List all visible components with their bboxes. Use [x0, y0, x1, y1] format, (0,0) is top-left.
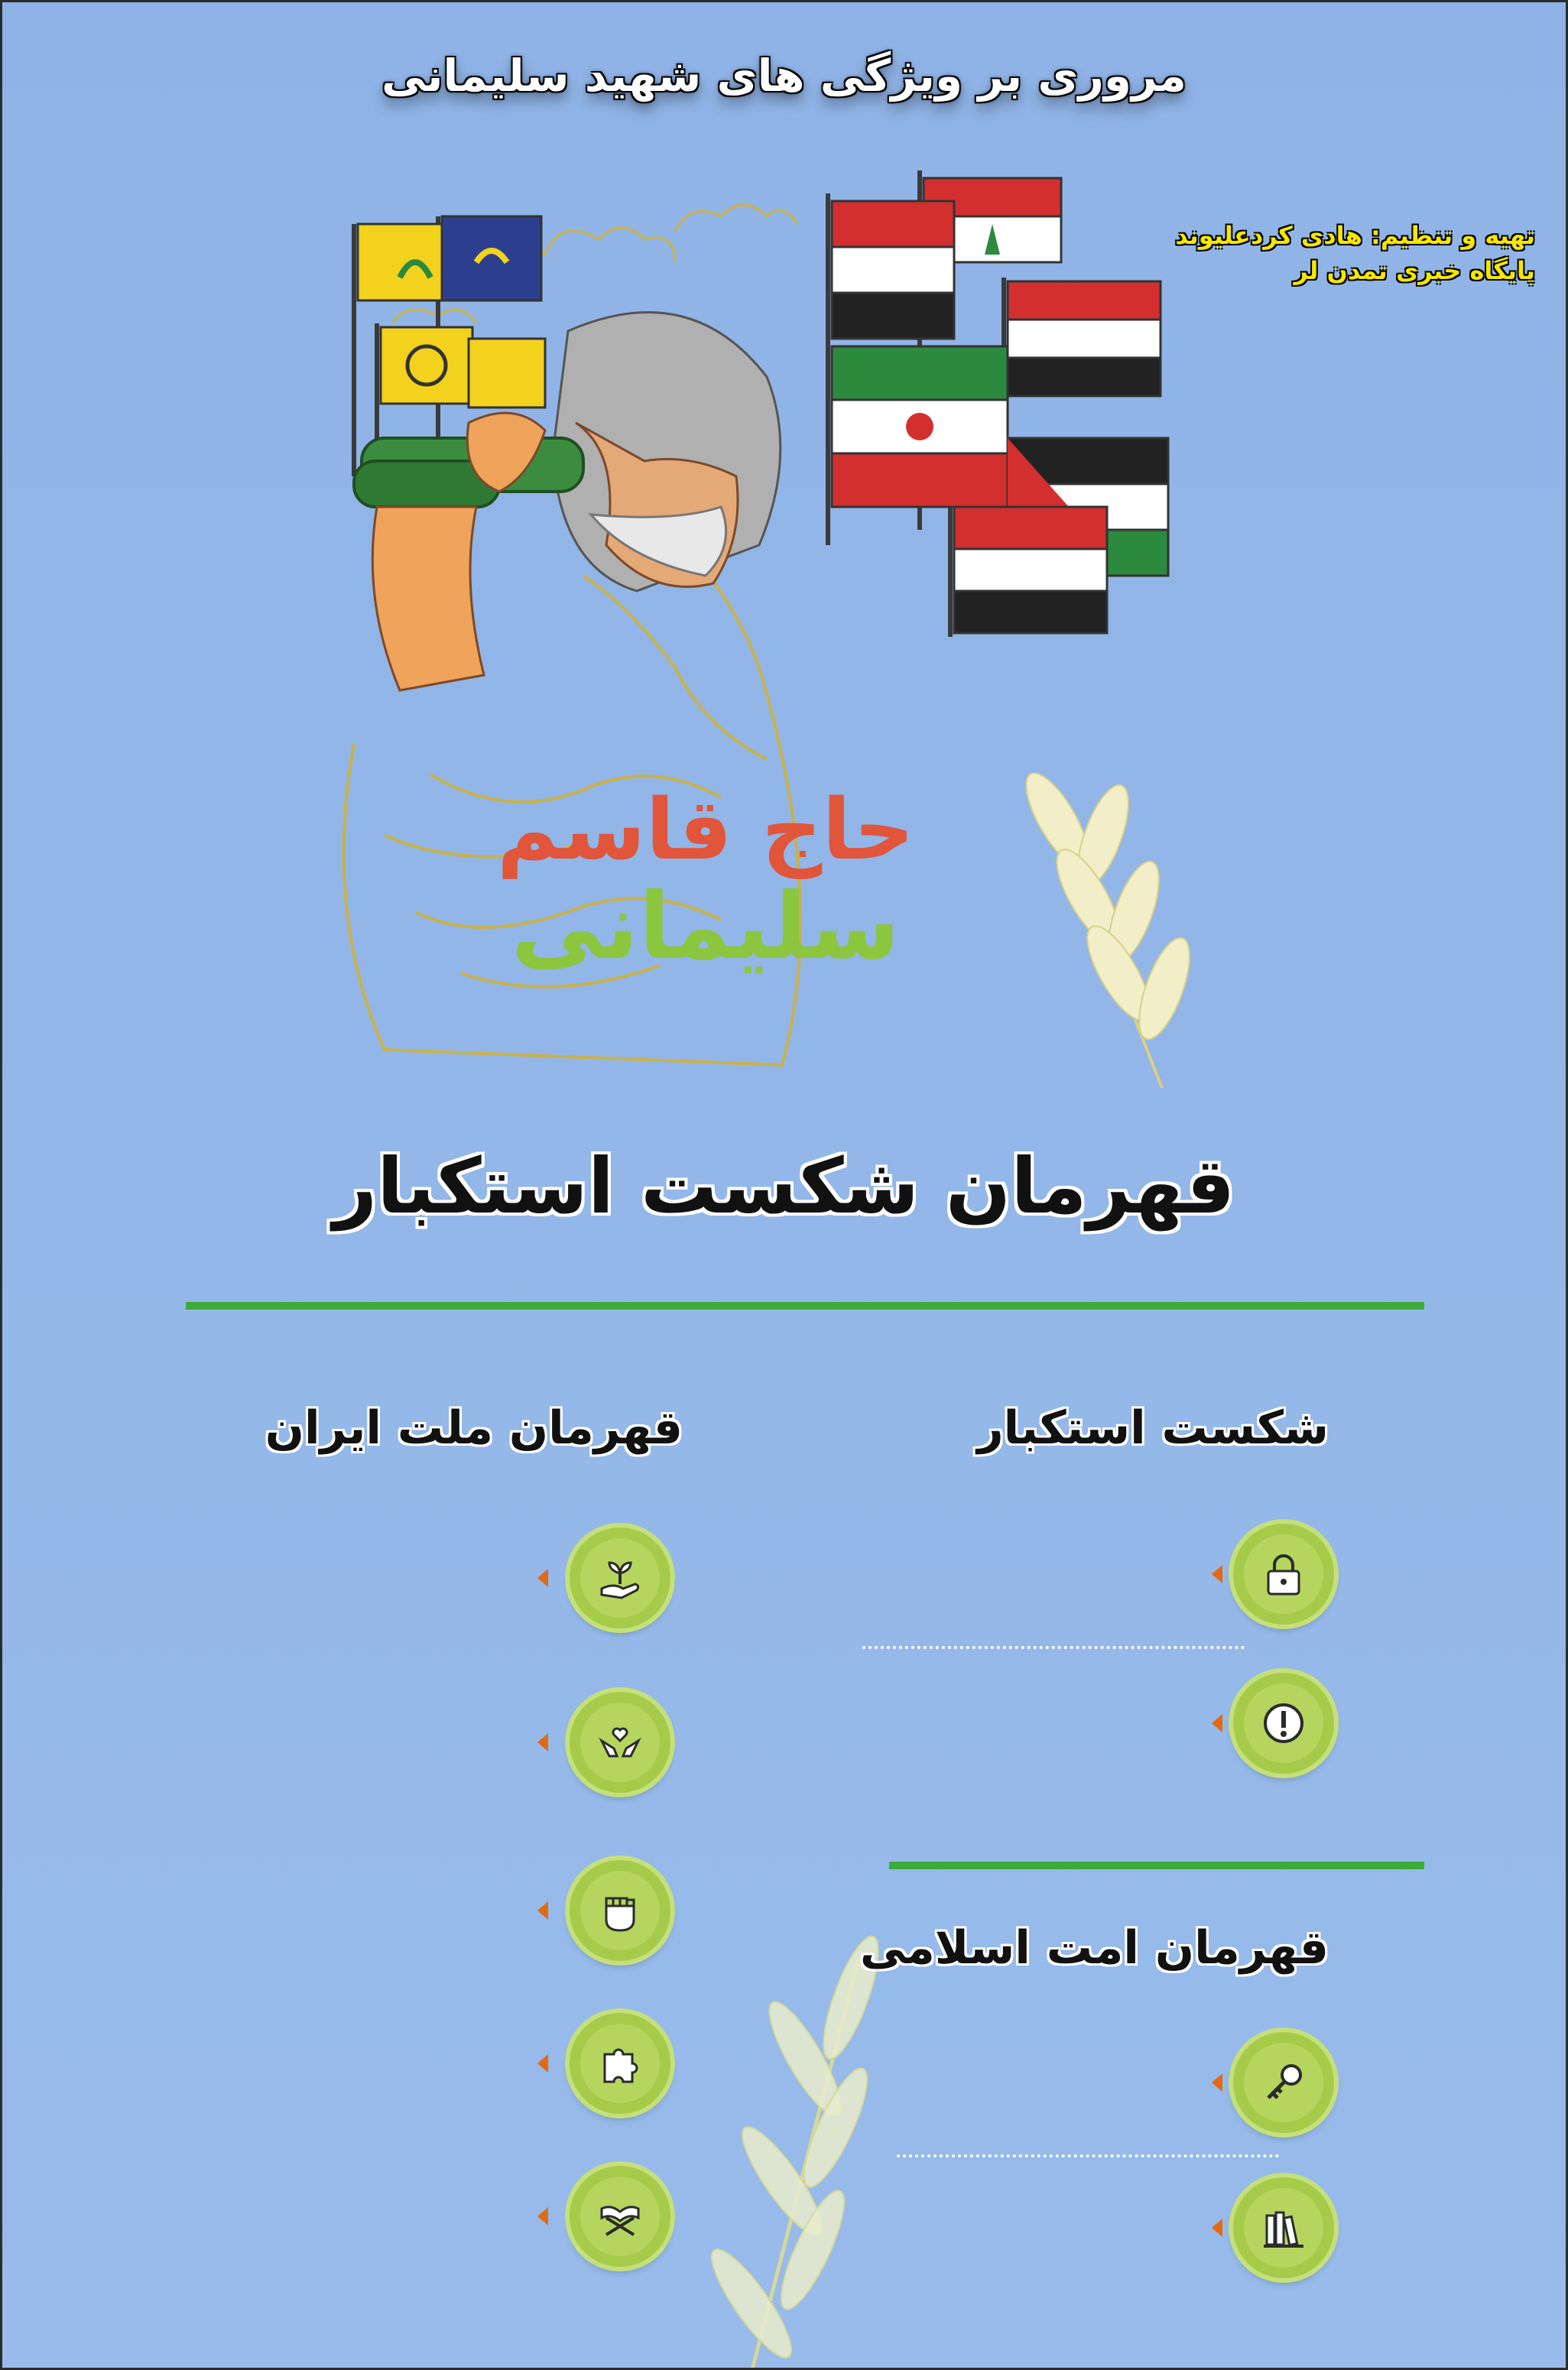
icon-badge: [570, 2166, 670, 2267]
icon-badge: [1233, 1524, 1334, 1625]
bullet-arrow: [1212, 2219, 1222, 2237]
icon-badge: [570, 1528, 670, 1628]
bullet-arrow: [1212, 1565, 1222, 1583]
calligraphy-soleimani: سلیمانی: [511, 874, 900, 980]
plant-hand-icon: [596, 1553, 644, 1602]
dotted-separator: [897, 2154, 1279, 2157]
poster-header-title: مروری بر ویژگی های شهید سلیمانی: [381, 50, 1187, 102]
bullet-arrow: [537, 1569, 548, 1587]
fist-icon: [596, 1886, 644, 1935]
flag-yellow-3: [469, 339, 545, 407]
wheat-sprig-icon: [1014, 765, 1200, 1088]
lock-icon: [1259, 1550, 1308, 1599]
bullet-arrow: [537, 2054, 548, 2073]
icon-badge: [570, 1692, 670, 1793]
section-title-defeat-arrogance: شکست استکبار: [977, 1401, 1329, 1455]
head: [553, 313, 781, 592]
section-title-iranian-nation: قهرمان ملت ایران: [265, 1401, 683, 1455]
bullet-arrow: [1212, 1714, 1222, 1732]
dotted-separator: [862, 1646, 1245, 1649]
flag-blue: [442, 216, 541, 300]
exclamation-icon: [1259, 1699, 1308, 1748]
icon-badge: [570, 1860, 670, 1961]
icon-badge: [570, 2013, 670, 2114]
credit-author: تهیه و تنظیم: هادی کردعلیوند: [1175, 221, 1535, 250]
heart-hands-icon: [596, 1718, 644, 1767]
icon-badge: [1233, 1673, 1334, 1774]
main-title: قهرمان شکست استکبار: [333, 1141, 1235, 1231]
icon-badge: [1233, 2032, 1334, 2133]
bullet-arrow: [537, 2207, 548, 2226]
flag-yemen: [832, 201, 954, 339]
soleimani-illustration: [278, 148, 1241, 1088]
calligraphy-haj-qasem: حاج قاسم: [497, 781, 914, 878]
bullet-arrow: [537, 1901, 548, 1920]
flag-yellow-2: [381, 327, 472, 404]
bullet-arrow: [1212, 2073, 1222, 2092]
section-title-islamic-ummah: قهرمان امت اسلامی: [859, 1921, 1329, 1975]
credit-source: پایگاه خبری تمدن لر: [1294, 256, 1535, 286]
section-divider: [889, 1862, 1424, 1869]
bullet-arrow: [537, 1733, 548, 1752]
key-icon: [1259, 2058, 1308, 2107]
books-icon: [1259, 2203, 1308, 2252]
flag-iraq: [954, 507, 1107, 633]
icon-badge: [1233, 2177, 1334, 2278]
flag-syria: [1008, 281, 1161, 396]
leaf-sprig-icon: [660, 1929, 935, 2370]
main-divider: [186, 1302, 1424, 1310]
flag-iran: [832, 346, 1008, 507]
quran-stand-icon: [596, 2192, 644, 2241]
puzzle-icon: [596, 2039, 644, 2088]
